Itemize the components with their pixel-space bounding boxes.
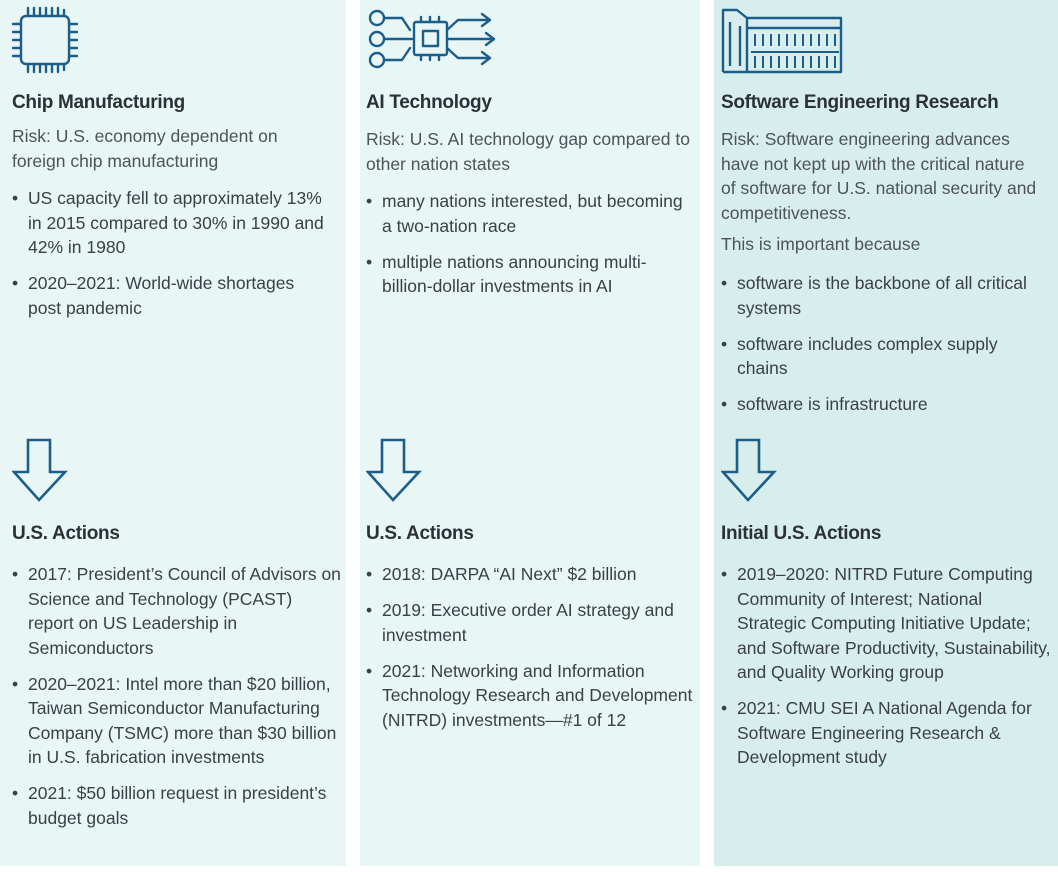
column-title: Software Engineering Research xyxy=(721,92,999,113)
down-arrow-icon xyxy=(12,438,68,507)
list-item: • multiple nations announcing multi-billion-dollar investments in AI xyxy=(366,250,684,299)
actions-list xyxy=(721,562,1051,781)
list-item: • software is the backbone of all critical systems xyxy=(721,271,1039,320)
risk-text: Risk: Software engineering advances have not kept up with the critical nature of software for U.S. national security and competitiveness. xyxy=(721,129,1037,223)
column-software-engineering xyxy=(714,0,1058,866)
list-item: • US capacity fell to approximately 13% in 2015 compared to 30% in 1990 and 42% in 1980 xyxy=(12,186,330,260)
down-arrow-icon xyxy=(721,438,777,507)
risk-text: Risk: U.S. AI technology gap compared to other nation states xyxy=(366,129,690,174)
ai-circuit-icon xyxy=(366,6,498,76)
list-item: • 2021: $50 billion request in president’s budget goals xyxy=(12,781,342,830)
list-item: • 2018: DARPA “AI Next” $2 billion xyxy=(366,562,696,587)
list-item: • 2021: Networking and Information Technology Research and Development (NITRD) investments—#1 of 12 xyxy=(366,659,696,733)
list-item: • 2019: Executive order AI strategy and investment xyxy=(366,598,696,647)
down-arrow-icon xyxy=(366,438,422,507)
list-item: • 2020–2021: Intel more than $20 billion, Taiwan Semiconductor Manufacturing Company (TSMC) more than $30 billion in U.S. fabrication investments xyxy=(12,672,342,770)
list-item: • 2017: President’s Council of Advisors on Science and Technology (PCAST) report on US Leadership in Semiconductors xyxy=(12,562,342,660)
building-icon xyxy=(721,6,845,76)
actions-list xyxy=(12,562,342,842)
column-ai-technology xyxy=(360,0,700,866)
list-item: • 2019–2020: NITRD Future Computing Community of Interest; National Strategic Computing Initiative Update; and Software Productivity, Sustainability, and Quality Working group xyxy=(721,562,1051,685)
column-title: AI Technology xyxy=(366,92,492,113)
actions-title: U.S. Actions xyxy=(366,523,474,544)
risk-text: Risk: U.S. economy dependent on foreign chip manufacturing xyxy=(12,126,278,171)
importance-note: This is important because xyxy=(721,234,921,254)
risk-bullets xyxy=(366,189,684,310)
list-item: • many nations interested, but becoming a two-nation race xyxy=(366,189,684,238)
risk-bullets xyxy=(12,186,330,332)
column-chip-manufacturing xyxy=(0,0,346,866)
chip-icon xyxy=(12,6,78,76)
actions-title: Initial U.S. Actions xyxy=(721,523,882,544)
actions-title: U.S. Actions xyxy=(12,523,120,544)
list-item: • software includes complex supply chains xyxy=(721,332,1039,381)
column-title: Chip Manufacturing xyxy=(12,92,185,113)
list-item: • 2020–2021: World-wide shortages post pandemic xyxy=(12,271,330,320)
list-item: • software is infrastructure xyxy=(721,392,1039,417)
actions-list xyxy=(366,562,696,744)
risk-bullets xyxy=(721,271,1039,428)
list-item: • 2021: CMU SEI A National Agenda for Software Engineering Research & Development study xyxy=(721,696,1051,770)
